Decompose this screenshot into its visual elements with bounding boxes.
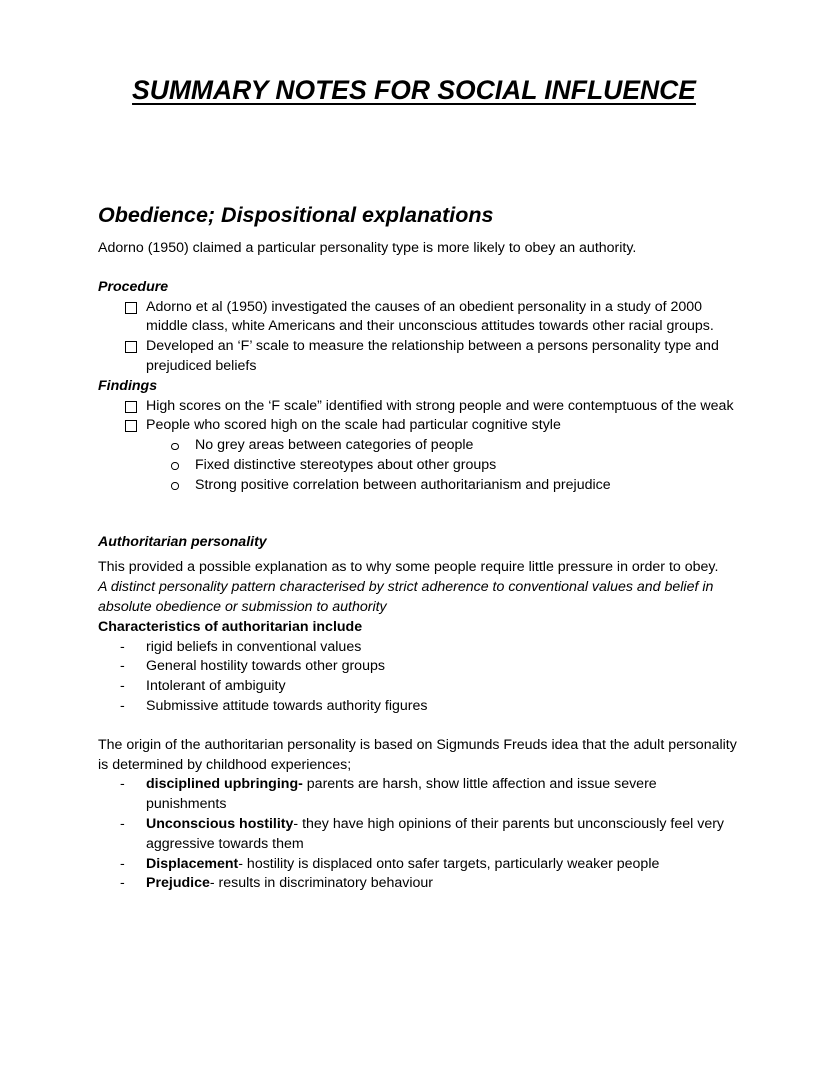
procedure-list: [98, 298, 738, 377]
term-description: - results in discriminatory behaviour: [209, 875, 434, 892]
term-description: - hostility is displaced onto safer targets, particularly weaker people: [238, 855, 660, 872]
characteristics-list: [98, 638, 738, 717]
list-item-text: Intolerant of ambiguity: [146, 678, 286, 695]
definition-text: A distinct personality pattern characterised by strict adherence to conventional values and belief in absolute obedience or submission to authority: [98, 579, 714, 615]
list-item: [98, 775, 738, 815]
dash-bullet-icon: -: [120, 658, 125, 675]
term: Unconscious hostility: [146, 815, 294, 832]
list-item: [98, 677, 738, 697]
circle-bullet-icon: [171, 482, 179, 490]
list-item-text: No grey areas between categories of people: [195, 437, 474, 454]
list-item: [98, 456, 738, 476]
obedience-section: [98, 201, 738, 894]
list-item-text: General hostility towards other groups: [146, 658, 385, 675]
characteristics-heading: Characteristics of authoritarian include: [98, 618, 363, 635]
list-item: [98, 855, 738, 875]
list-item: [98, 298, 738, 338]
circle-bullet-icon: [171, 443, 179, 451]
term: Displacement: [146, 855, 239, 872]
term: Prejudice: [146, 875, 210, 892]
checkbox-icon[interactable]: [125, 420, 137, 432]
checkbox-icon[interactable]: [125, 341, 137, 353]
findings-list: [98, 397, 738, 437]
dash-bullet-icon: -: [120, 815, 125, 832]
list-item: [98, 416, 738, 436]
findings-heading: Findings: [98, 377, 158, 394]
list-item-text: rigid beliefs in conventional values: [146, 638, 362, 655]
list-item-text: Adorno et al (1950) investigated the causes of an obedient personality in a study of 2000 middle class, white Americans and their unconscious attitudes towards other racial groups.: [146, 298, 714, 335]
list-item: [98, 436, 738, 456]
intro-text: Adorno (1950) claimed a particular personality type is more likely to obey an authority.: [98, 240, 637, 256]
list-item-text: Fixed distinctive stereotypes about other groups: [195, 456, 497, 473]
list-item: [98, 697, 738, 717]
checkbox-icon[interactable]: [125, 401, 137, 413]
dash-bullet-icon: -: [120, 697, 125, 714]
section-heading: Obedience; Dispositional explanations: [98, 203, 494, 227]
list-item-text: Strong positive correlation between authoritarianism and prejudice: [195, 476, 611, 493]
list-item-text: High scores on the ‘F scale” identified with strong people and were contemptuous of the weak: [146, 397, 734, 414]
list-item: [98, 657, 738, 677]
term-description: parents are harsh, show little affection and issue severe punishments: [146, 776, 657, 813]
list-item-text: Submissive attitude towards authority figures: [146, 697, 428, 714]
list-item: [98, 638, 738, 658]
circle-bullet-icon: [171, 462, 179, 470]
dash-bullet-icon: -: [120, 875, 125, 892]
list-item: [98, 397, 738, 417]
procedure-heading: Procedure: [98, 278, 169, 295]
list-item-text: People who scored high on the scale had particular cognitive style: [146, 417, 561, 434]
list-item: [98, 337, 738, 377]
document-title: SUMMARY NOTES FOR SOCIAL INFLUENCE: [132, 75, 696, 105]
list-item-text: Developed an ‘F’ scale to measure the relationship between a persons personality type and prejudiced beliefs: [146, 338, 719, 374]
authoritarian-text: This provided a possible explanation as to why some people require little pressure in order to obey.: [98, 559, 719, 576]
dash-bullet-icon: -: [120, 855, 125, 872]
dash-bullet-icon: -: [120, 776, 125, 793]
term-description: - they have high opinions of their parents but unconsciously feel very aggressive towards them: [146, 815, 725, 852]
list-item: [98, 476, 738, 496]
origin-list: [98, 775, 738, 894]
term: disciplined upbringing-: [146, 776, 303, 793]
authoritarian-heading: Authoritarian personality: [98, 533, 267, 550]
findings-sublist: [98, 436, 738, 495]
checkbox-icon[interactable]: [125, 302, 137, 314]
origin-text: The origin of the authoritarian personality is based on Sigmunds Freuds idea that the adult personality is determined by childhood experiences;: [98, 736, 737, 773]
dash-bullet-icon: -: [120, 638, 125, 655]
list-item: [98, 874, 738, 894]
list-item: [98, 815, 738, 855]
dash-bullet-icon: -: [120, 678, 125, 695]
